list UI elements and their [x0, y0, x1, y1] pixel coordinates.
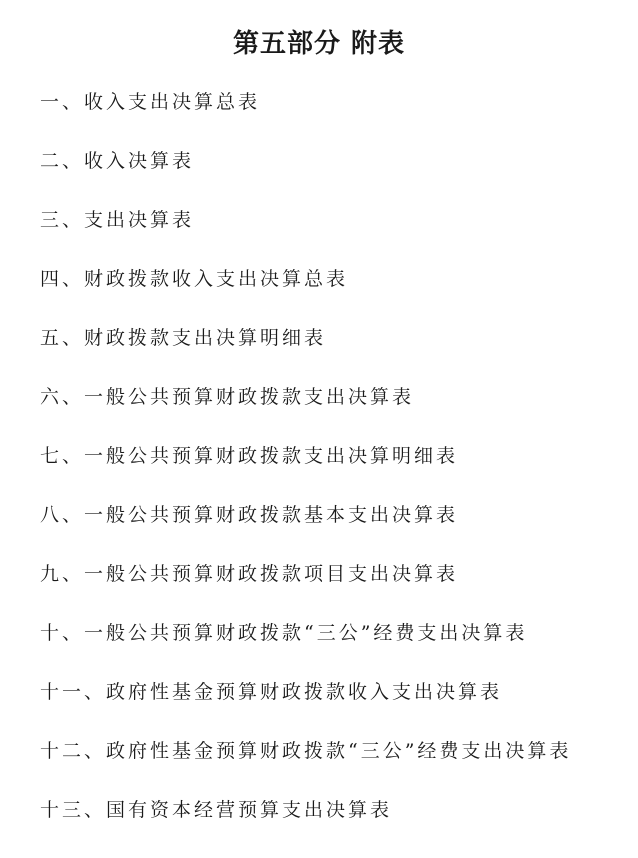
appendix-table-list — [40, 84, 630, 851]
appendix-item-12: 十二、政府性基金预算财政拨款“三公”经费支出决算表 — [40, 740, 572, 762]
appendix-item-3: 三、支出决算表 — [40, 209, 195, 231]
appendix-item-9: 九、一般公共预算财政拨款项目支出决算表 — [40, 563, 459, 585]
appendix-item-6: 六、一般公共预算财政拨款支出决算表 — [40, 386, 415, 408]
appendix-item-2: 二、收入决算表 — [40, 150, 195, 172]
appendix-item-7: 七、一般公共预算财政拨款支出决算明细表 — [40, 445, 459, 467]
appendix-item-11: 十一、政府性基金预算财政拨款收入支出决算表 — [40, 681, 503, 703]
appendix-item-1: 一、收入支出决算总表 — [40, 91, 261, 113]
appendix-item-4: 四、财政拨款收入支出决算总表 — [40, 268, 349, 290]
appendix-item-8: 八、一般公共预算财政拨款基本支出决算表 — [40, 504, 459, 526]
appendix-item-5: 五、财政拨款支出决算明细表 — [40, 327, 327, 349]
page-title: 第五部分 附表 — [232, 29, 406, 59]
appendix-item-13: 十三、国有资本经营预算支出决算表 — [40, 799, 393, 821]
appendix-item-10: 十、一般公共预算财政拨款“三公”经费支出决算表 — [40, 622, 528, 644]
